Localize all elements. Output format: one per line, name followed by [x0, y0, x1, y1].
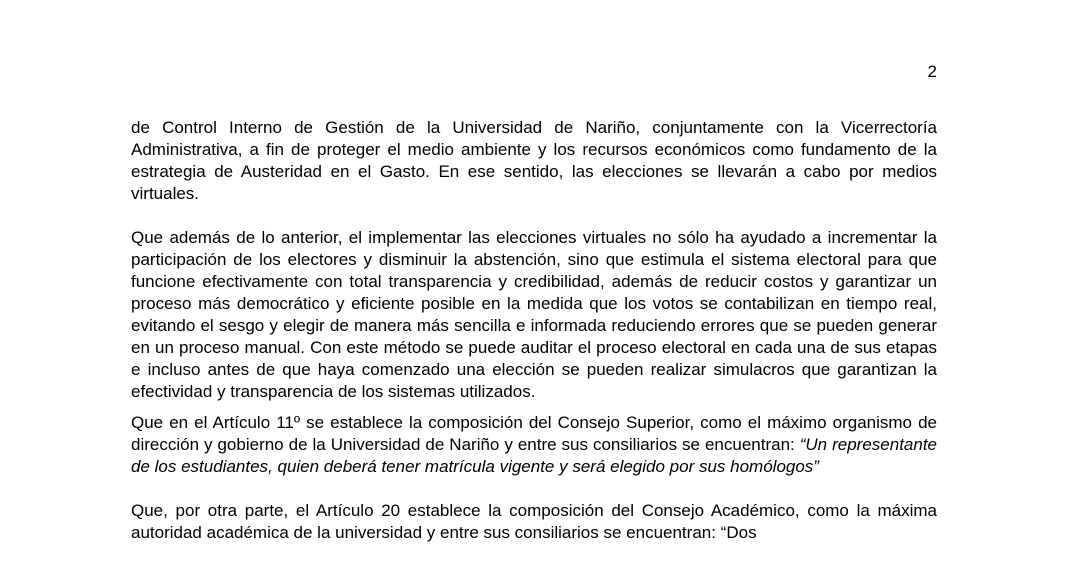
articulo-11-text: Que en el Artículo 11º se establece la composición del Consejo Superior, como el máximo organismo de dirección y gobierno de la Universidad de Nariño y entre sus consiliarios se encuentran:	[131, 413, 937, 454]
paragraph-articulo-11	[131, 412, 937, 478]
paragraph-austeridad: de Control Interno de Gestión de la Universidad de Nariño, conjuntamente con la Vicerrectoría Administrativa, a fin de proteger el medio ambiente y los recursos económicos como fundamento de la estrategia de Austeridad en el Gasto. En ese sentido, las elecciones se llevarán a cabo por medios virtuales.	[131, 118, 937, 203]
articulo-11-quote: “Un representante de los estudiantes, quien deberá tener matrícula vigente y será elegido por sus homólogos”	[131, 435, 938, 476]
paragraph-elecciones-virtuales: Que además de lo anterior, el implementar las elecciones virtuales no sólo ha ayudado a incrementar la participación de los electores y disminuir la abstención, sino que estimula el sistema electoral para que funcione efectivamente con total transparencia y credibilidad, además de reducir costos y garantizar un proceso más democrático y eficiente posible en la medida que los votos se contabilizan en tiempo real, evitando el sesgo y elegir de manera más sencilla e informada reduciendo errores que se pueden generar en un proceso manual. Con este método se puede auditar el proceso electoral en cada una de sus etapas e incluso antes de que haya comenzado una elección se pueden realizar simulacros que garantizan la efectividad y transparencia de los sistemas utilizados.	[131, 228, 937, 401]
document-body	[131, 117, 937, 544]
paragraph-articulo-20: Que, por otra parte, el Artículo 20 establece la composición del Consejo Académico, como la máxima autoridad académica de la universidad y entre sus consiliarios se encuentran: “Dos	[131, 501, 937, 542]
page-number: 2	[927, 62, 937, 81]
